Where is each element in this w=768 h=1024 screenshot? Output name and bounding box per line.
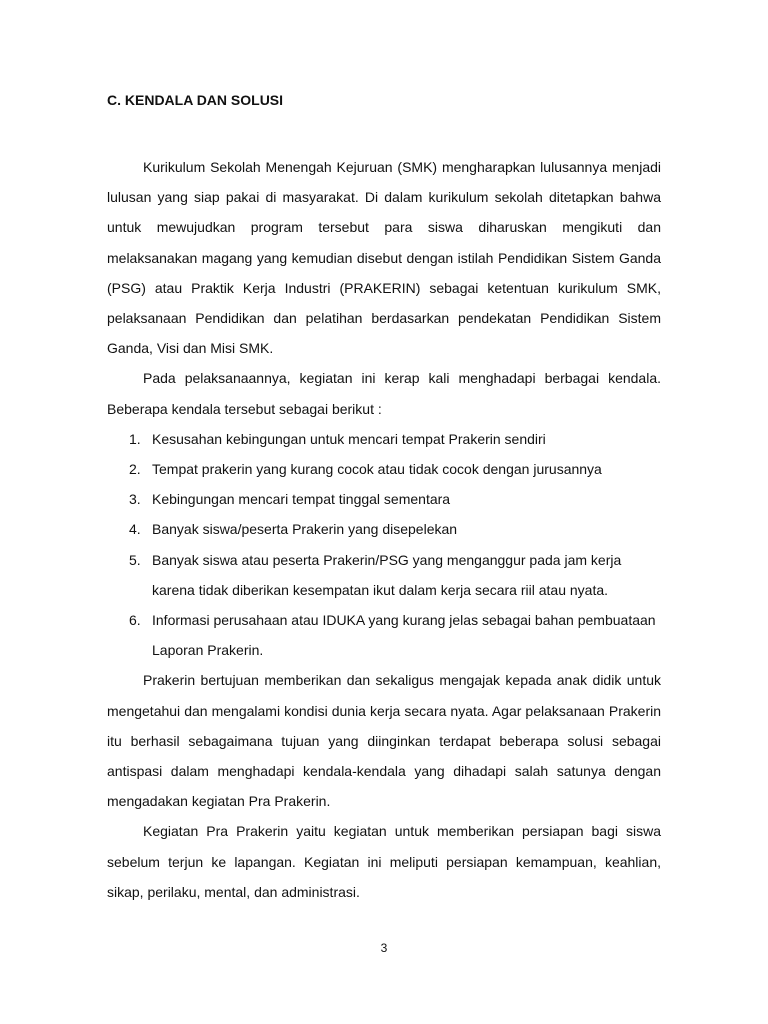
list-item-number: 5. (129, 551, 141, 568)
list-item-text: Kesusahan kebingungan untuk mencari tempat Prakerin sendiri (152, 430, 546, 447)
list-item (107, 605, 661, 665)
paragraph-pra-prakerin: Kegiatan Pra Prakerin yaitu kegiatan untuk memberikan persiapan bagi siswa sebelum terjun ke lapangan. Kegiatan ini meliputi persiapan kemampuan, keahlian, sikap, perilaku, mental, dan administrasi. (107, 823, 661, 900)
list-item-text: Tempat prakerin yang kurang cocok atau tidak cocok dengan jurusannya (152, 461, 602, 478)
list-item (107, 484, 661, 514)
list-item-number: 3. (129, 491, 141, 508)
page-number: 3 (380, 941, 388, 955)
list-item-number: 6. (129, 612, 141, 629)
list-item-number: 1. (129, 430, 141, 447)
list-item-text: Banyak siswa/peserta Prakerin yang disepelekan (152, 521, 458, 538)
paragraph-kendala-intro: Pada pelaksanaannya, kegiatan ini kerap kali menghadapi berbagai kendala. Beberapa kendala tersebut sebagai berikut : (107, 370, 661, 417)
document-page (107, 90, 661, 907)
list-item-text: Kebingungan mencari tempat tinggal sementara (152, 491, 451, 508)
list-item-number: 2. (129, 461, 141, 478)
list-item (107, 424, 661, 454)
list-item (107, 545, 661, 605)
list-item-text: Banyak siswa atau peserta Prakerin/PSG yang menganggur pada jam kerja karena tidak diberikan kesempatan ikut dalam kerja secara riil atau nyata. (152, 551, 622, 598)
section-heading: C. KENDALA DAN SOLUSI (107, 92, 284, 108)
kendala-list (107, 424, 661, 666)
list-item-text: Informasi perusahaan atau IDUKA yang kurang jelas sebagai bahan pembuataan Laporan Prakerin. (152, 612, 656, 659)
list-item-number: 4. (129, 521, 141, 538)
paragraph-prakerin-goal: Prakerin bertujuan memberikan dan sekaligus mengajak kepada anak didik untuk mengetahui dan mengalami kondisi dunia kerja secara nyata. Agar pelaksanaan Prakerin itu berhasil sebagaimana tujuan yang diinginkan terdapat beberapa solusi sebagai antispasi dalam menghadapi kendala-kendala yang dihadapi salah satunya dengan mengadakan kegiatan Pra Prakerin. (107, 672, 661, 810)
list-item (107, 454, 661, 484)
list-item (107, 514, 661, 544)
paragraph-curriculum: Kurikulum Sekolah Menengah Kejuruan (SMK) mengharapkan lulusannya menjadi lulusan yang siap pakai di masyarakat. Di dalam kurikulum sekolah ditetapkan bahwa untuk mewujudkan program tersebut para siswa diharuskan mengikuti dan melaksanakan magang yang kemudian disebut dengan istilah Pendidikan Sistem Ganda (PSG) atau Praktik Kerja Industri (PRAKERIN) sebagai ketentuan kurikulum SMK, pelaksanaan Pendidikan dan pelatihan berdasarkan pendekatan Pendidikan Sistem Ganda, Visi dan Misi SMK. (107, 159, 661, 357)
